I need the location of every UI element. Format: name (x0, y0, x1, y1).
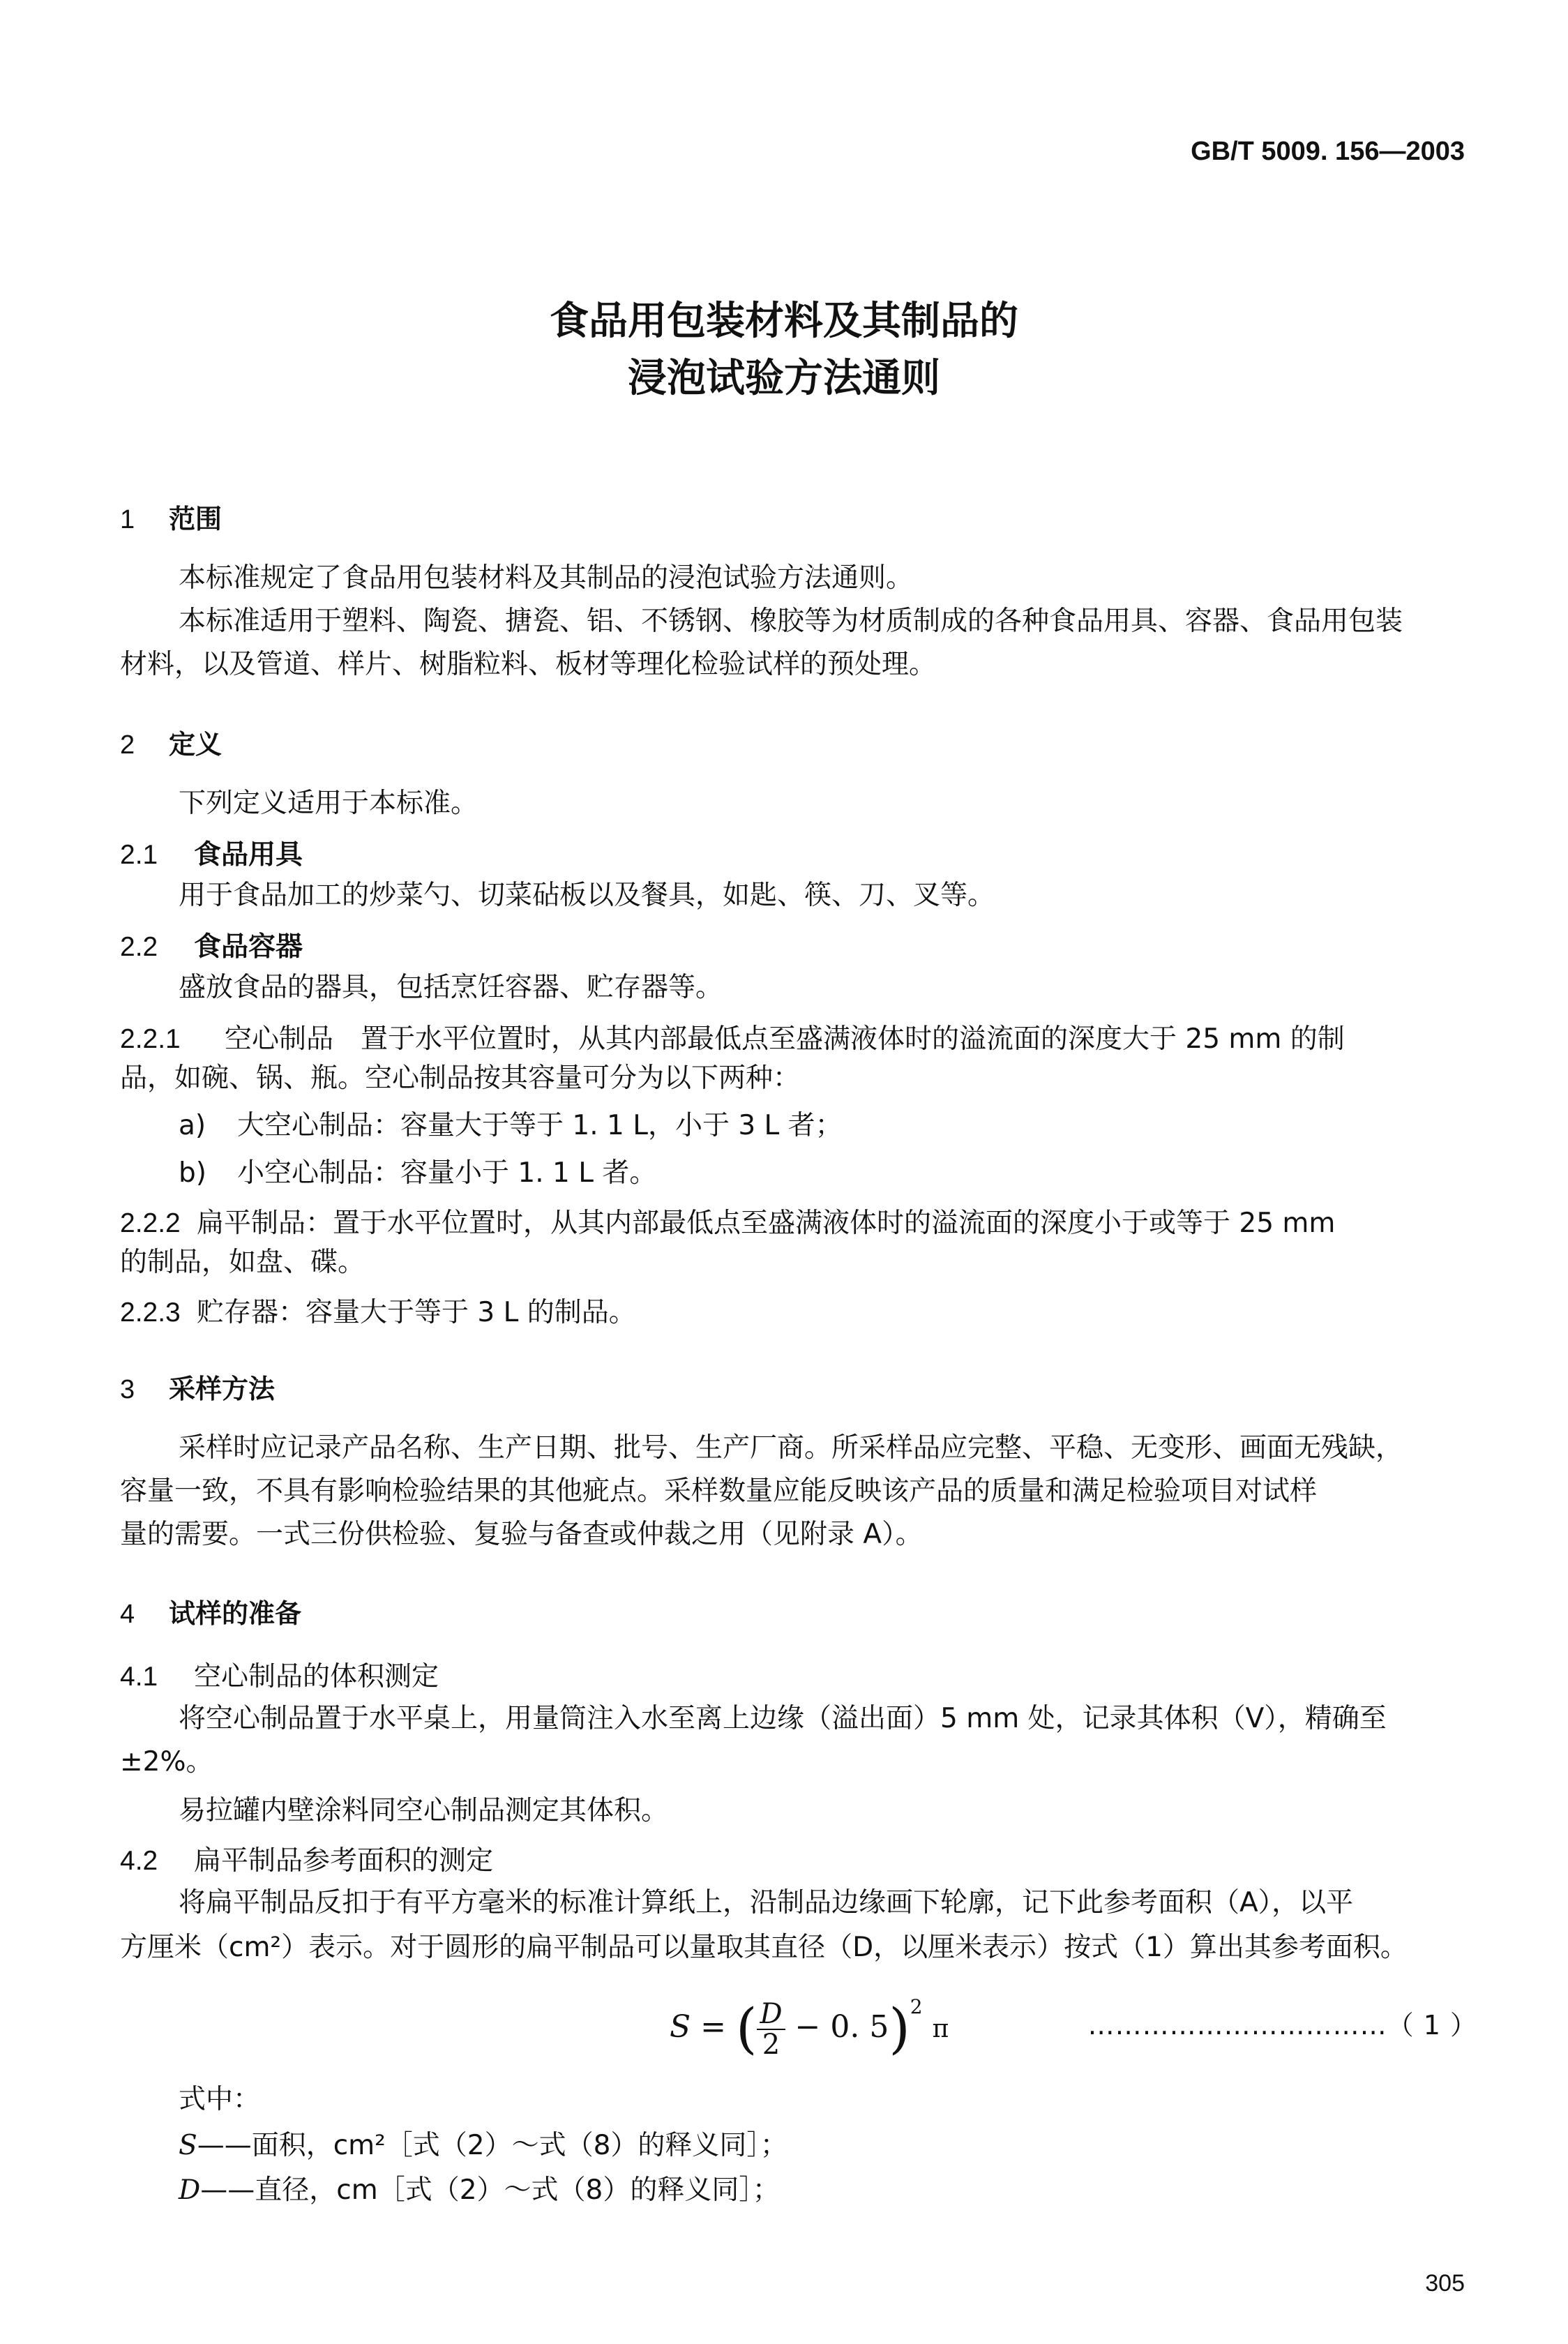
clause-2-2-3 (120, 1291, 636, 1330)
list-item-b (179, 1155, 656, 1192)
clause-text: 贮存器：容量大于等于 3 L 的制品。 (197, 1297, 636, 1328)
section-title: 定义 (169, 729, 223, 760)
subsection-4-2-line-2: 方厘米（cm²）表示。对于圆形的扁平制品可以量取其直径（D，以厘米表示）按式（1）算出其参考面积。 (120, 1932, 1408, 1963)
clause-2-2-2-line-1 (120, 1201, 1335, 1240)
definition-s: ——面积，cm²［式（2）～式（8）的释义同］； (197, 2130, 787, 2161)
where-label: 式中： (179, 2084, 261, 2115)
clause-2-2-1-line-1 (120, 1017, 1345, 1056)
formula-lhs: S = (670, 2009, 726, 2045)
clause-number: 2.2.2 (120, 1208, 181, 1238)
page-number: 305 (1425, 2270, 1465, 2297)
right-parenthesis: ) (889, 1997, 910, 2061)
definition-d: ——直径，cm［式（2）～式（8）的释义同］； (200, 2174, 780, 2206)
section-number: 2 (120, 730, 135, 760)
section-number: 4 (120, 1600, 135, 1629)
subsection-4-1-line-3: 易拉罐内壁涂料同空心制品测定其体积。 (179, 1795, 669, 1826)
subsection-4-1-line-2: ±2%。 (120, 1746, 213, 1778)
left-parenthesis: ( (736, 1997, 757, 2061)
fraction-numerator: D (757, 1999, 785, 2030)
list-text: 小空心制品：容量小于 1. 1 L 者。 (237, 1157, 657, 1189)
subsection-2-1-heading (120, 833, 303, 872)
formula-pi: π (932, 2015, 949, 2043)
subsection-2-1-text: 用于食品加工的炒菜勺、切菜砧板以及餐具，如匙、筷、刀、叉等。 (179, 880, 995, 911)
section-title: 范围 (169, 504, 223, 534)
list-marker: a) (179, 1110, 206, 1141)
clause-number: 2.2.1 (120, 1024, 181, 1054)
section-number: 3 (120, 1375, 135, 1404)
section-1-heading (120, 497, 222, 536)
clause-number: 2.2.3 (120, 1298, 181, 1328)
subsection-number: 2.1 (120, 840, 158, 870)
section-number: 1 (120, 505, 135, 534)
subsection-number: 4.2 (120, 1846, 158, 1876)
subsection-number: 4.1 (120, 1662, 158, 1692)
section-1-paragraph-2-line-1: 本标准适用于塑料、陶瓷、搪瓷、铝、不锈钢、橡胶等为材质制成的各种食品用具、容器、食品用包装 (179, 606, 1403, 637)
section-title: 试样的准备 (169, 1598, 302, 1629)
subsection-4-2-line-1: 将扁平制品反扣于有平方毫米的标准计算纸上，沿制品边缘画下轮廓，记下此参考面积（A），以平 (179, 1887, 1354, 1918)
subsection-4-2-heading (120, 1839, 493, 1878)
fraction-denominator: 2 (762, 2028, 781, 2061)
clause-text: 空心制品 置于水平位置时，从其内部最低点至盛满液体时的溢流面的深度大于 25 mm 的制 (225, 1023, 1345, 1055)
section-1-paragraph-2-line-2: 材料，以及管道、样片、树脂粒料、板材等理化检验试样的预处理。 (120, 649, 937, 680)
formula-minus-term: − 0. 5 (794, 2009, 889, 2045)
section-3-line-1: 采样时应记录产品名称、生产日期、批号、生产厂商。所采样品应完整、平稳、无变形、画面无残缺， (179, 1432, 1403, 1464)
subsection-title: 食品容器 (194, 931, 303, 963)
symbol-d: D (179, 2174, 201, 2206)
document-title-line-2: 浸泡试验方法通则 (628, 356, 940, 401)
section-2-heading (120, 723, 222, 761)
list-item-a (179, 1108, 843, 1144)
clause-text: 扁平制品：置于水平位置时，从其内部最低点至盛满液体时的溢流面的深度小于或等于 25 mm (197, 1208, 1336, 1239)
section-2-intro: 下列定义适用于本标准。 (179, 788, 478, 819)
subsection-4-1-line-1: 将空心制品置于水平桌上，用量筒注入水至离上边缘（溢出面）5 mm 处，记录其体积（V），精确至 (179, 1703, 1387, 1734)
subsection-title: 扁平制品参考面积的测定 (194, 1845, 494, 1877)
subsection-4-1-heading (120, 1655, 439, 1694)
formula-exponent: 2 (910, 1995, 923, 2018)
section-3-line-2: 容量一致，不具有影响检验结果的其他疵点。采样数量应能反映该产品的质量和满足检验项目对试样 (120, 1475, 1318, 1507)
subsection-number: 2.2 (120, 932, 158, 962)
section-4-heading (120, 1592, 301, 1630)
formula-1 (670, 1995, 949, 2061)
document-title-line-1: 食品用包装材料及其制品的 (550, 299, 1018, 344)
section-1-paragraph-1: 本标准规定了食品用包装材料及其制品的浸泡试验方法通则。 (179, 562, 914, 594)
subsection-2-2-text: 盛放食品的器具，包括烹饪容器、贮存器等。 (179, 972, 723, 1003)
subsection-title: 空心制品的体积测定 (194, 1661, 439, 1692)
subsection-title: 食品用具 (194, 839, 303, 871)
symbol-s: S (179, 2130, 197, 2161)
subsection-2-2-heading (120, 925, 303, 964)
where-item-d (179, 2172, 780, 2209)
list-text: 大空心制品：容量大于等于 1. 1 L，小于 3 L 者； (237, 1110, 843, 1141)
list-marker: b) (179, 1157, 206, 1189)
standard-number: GB/T 5009. 156—2003 (1191, 137, 1465, 166)
clause-2-2-1-line-2: 品，如碗、锅、瓶。空心制品按其容量可分为以下两种： (120, 1062, 801, 1094)
section-3-line-3: 量的需要。一式三份供检验、复验与备查或仲裁之用（见附录 A）。 (120, 1519, 923, 1550)
where-item-s (179, 2128, 787, 2164)
fraction (757, 1999, 785, 2059)
clause-2-2-2-line-2: 的制品，如盘、碟。 (120, 1247, 365, 1278)
section-3-heading (120, 1367, 275, 1406)
section-title: 采样方法 (169, 1374, 276, 1404)
equation-number: ……………………………（ 1 ） (1087, 2010, 1477, 2041)
